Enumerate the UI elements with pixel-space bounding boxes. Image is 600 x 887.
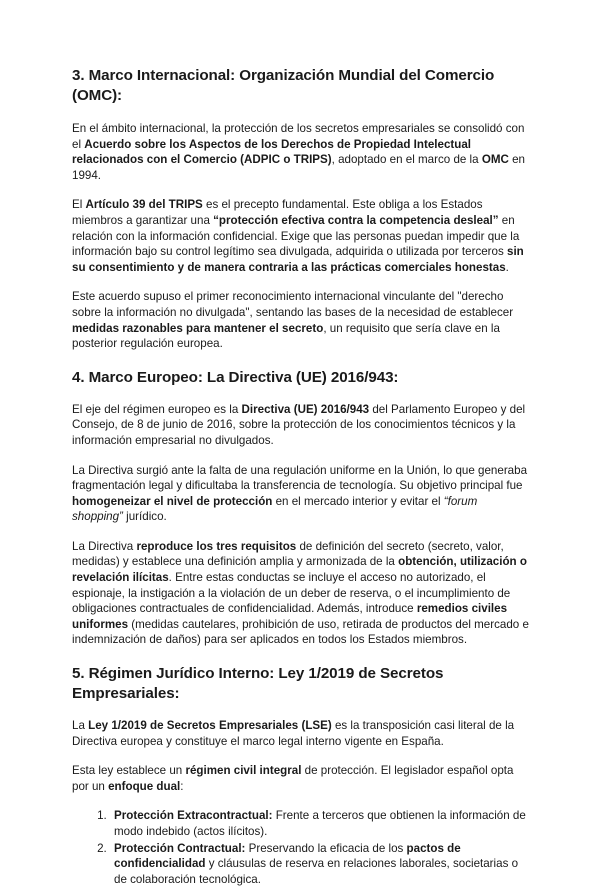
section-4-paragraph-1 bbox=[72, 402, 530, 449]
bold-text: remedios civiles uniformes bbox=[72, 602, 508, 631]
text-run: en 1994. bbox=[72, 153, 525, 182]
text-run: . Entre estas conductas se incluye el acceso no autorizado, el espionaje, la instigación a la violación de un deber de reserva, o el incumplimiento de obligaciones contractuales de confidencialidad. Además, introduce bbox=[72, 571, 511, 616]
text-run: es la transposición casi literal de la Directiva europea y constituye el marco legal interno vigente en España. bbox=[72, 719, 515, 748]
text-run: jurídico. bbox=[122, 510, 167, 524]
section-4-paragraph-3 bbox=[72, 539, 530, 648]
bold-text: Protección Contractual: bbox=[114, 841, 246, 855]
list-item bbox=[110, 808, 530, 839]
text-run: La Directiva surgió ante la falta de una regulación uniforme en la Unión, lo que generaba fragmentación legal y dificultaba la transferencia de tecnología. Su objetivo principal fue bbox=[72, 463, 528, 493]
text-run: y cláusulas de reserva en relaciones laborales, societarias o de colaboración tecnológica. bbox=[114, 857, 519, 886]
bold-text: sin su consentimiento y de manera contraria a las prácticas comerciales honestas bbox=[72, 245, 524, 274]
text-run: El eje del régimen europeo es la bbox=[72, 402, 242, 416]
bold-text: Protección Extracontractual: bbox=[114, 809, 273, 823]
text-run: del Parlamento Europeo y del Consejo, de 8 de junio de 2016, sobre la protección de los conocimientos técnicos y la información empresarial no divulgados. bbox=[72, 402, 526, 447]
text-run: Frente a terceros que obtienen la información de modo indebido (actos ilícitos). bbox=[114, 809, 526, 838]
section-3-heading: 3. Marco Internacional: Organización Mundial del Comercio (OMC): bbox=[72, 67, 495, 104]
section-4-paragraph-2 bbox=[72, 463, 530, 525]
section-5-paragraph-2 bbox=[72, 763, 530, 794]
text-run: Este acuerdo supuso el primer reconocimiento internacional vinculante del "derecho sobre la información no divulgada", sentando las bases de la necesidad de establecer bbox=[72, 290, 514, 319]
section-3-paragraph-3 bbox=[72, 289, 530, 351]
text-run: La bbox=[72, 719, 89, 733]
bold-text: enfoque dual bbox=[108, 779, 181, 793]
italic-text: “forum shopping” bbox=[72, 494, 478, 524]
text-run: en el mercado interior y evitar el bbox=[272, 494, 444, 508]
bold-text: Acuerdo sobre los Aspectos de los Derechos de Propiedad Intelectual relacionados con el Comercio (ADPIC o TRIPS) bbox=[72, 137, 472, 167]
bold-text: Ley 1/2019 de Secretos Empresariales (LSE) bbox=[88, 719, 332, 733]
bold-text: medidas razonables para mantener el secreto bbox=[72, 321, 324, 335]
bold-text: pactos de confidencialidad bbox=[114, 841, 461, 871]
text-run: , adoptado en el marco de la bbox=[331, 153, 482, 167]
text-run: . bbox=[505, 260, 509, 274]
section-3-paragraph-2 bbox=[72, 197, 530, 275]
text-run: (medidas cautelares, prohibición de uso, retirada de productos del mercado e indemnización de daños) para ser aplicados en todos los Estados miembros. bbox=[72, 617, 529, 647]
bold-text: Artículo 39 del TRIPS bbox=[85, 198, 203, 212]
text-run: En el ámbito internacional, la protección de los secretos empresariales se consolidó con el bbox=[72, 122, 525, 151]
bold-text: Directiva (UE) 2016/943 bbox=[241, 402, 370, 416]
bold-text: obtención, utilización o revelación ilícitas bbox=[72, 555, 527, 585]
text-run: : bbox=[180, 779, 184, 793]
text-run: , un requisito que sería clave en la posterior regulación europea. bbox=[72, 321, 500, 351]
text-run: La Directiva bbox=[72, 539, 137, 553]
text-run: El bbox=[72, 198, 86, 212]
section-5-heading: 5. Régimen Jurídico Interno: Ley 1/2019 de Secretos Empresariales: bbox=[72, 665, 444, 703]
bold-text: reproduce los tres requisitos bbox=[136, 539, 297, 553]
section-5-paragraph-1 bbox=[72, 718, 530, 749]
text-run: en relación con la información confidencial. Exige que las personas puedan impedir que la información bajo su control legítimo sea divulgada, adquirida o utilizada por terceros bbox=[72, 213, 520, 259]
section-3-paragraph-1 bbox=[72, 121, 530, 183]
text-run: de protección. El legislador español opta por un bbox=[72, 764, 514, 793]
section-4-heading: 4. Marco Europeo: La Directiva (UE) 2016/943: bbox=[72, 368, 399, 386]
bold-text: “protección efectiva contra la competencia desleal” bbox=[213, 213, 499, 227]
bold-text: régimen civil integral bbox=[185, 764, 302, 778]
text-run: Preservando la eficacia de los bbox=[245, 841, 407, 855]
bold-text: homogeneizar el nivel de protección bbox=[72, 494, 273, 508]
text-run: Esta ley establece un bbox=[72, 764, 186, 778]
text-run: es el precepto fundamental. Este obliga a los Estados miembros a garantizar una bbox=[72, 198, 483, 227]
text-run: de definición del secreto (secreto, valor, medidas) y establece una definición amplia y armonizada de la bbox=[72, 539, 504, 569]
bold-text: OMC bbox=[481, 153, 509, 167]
